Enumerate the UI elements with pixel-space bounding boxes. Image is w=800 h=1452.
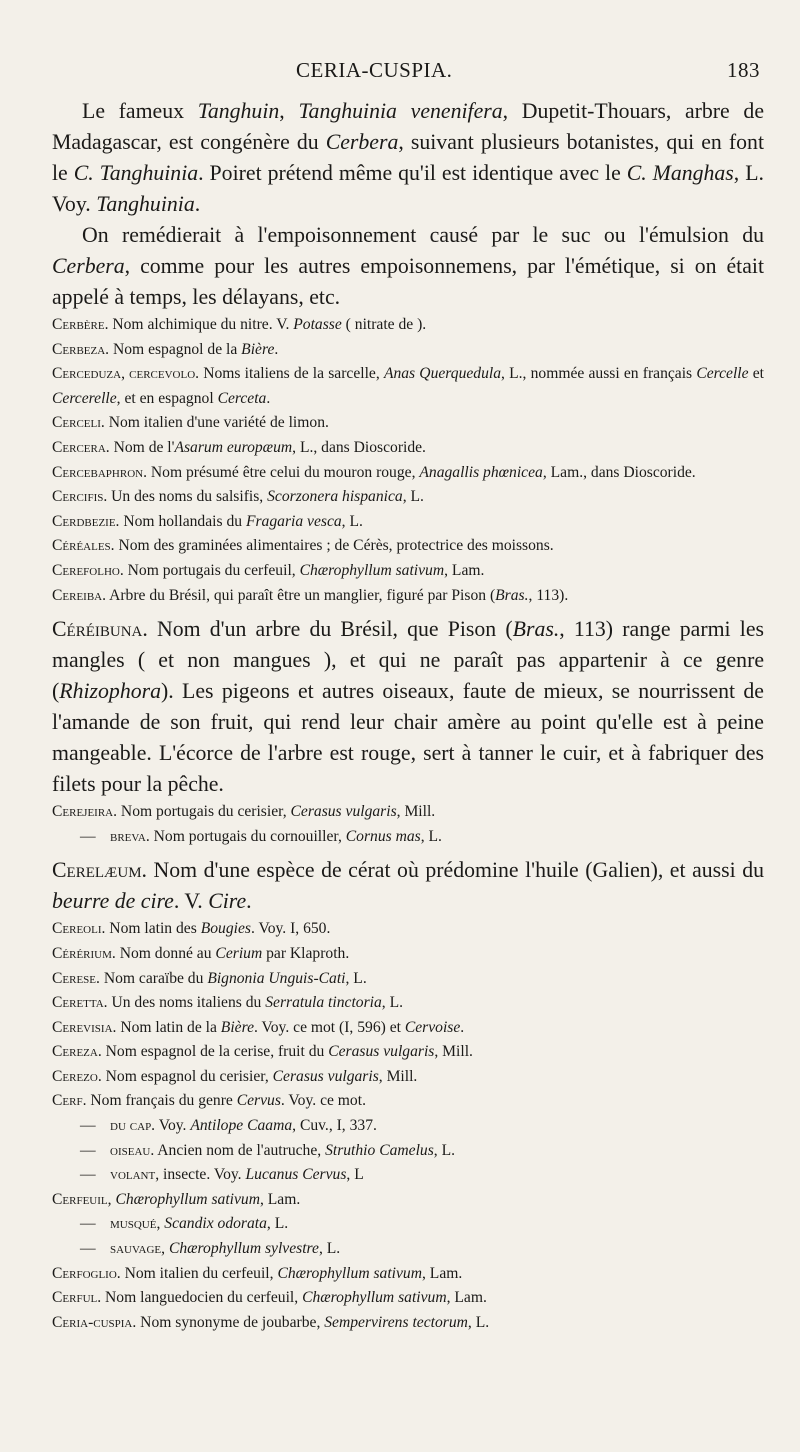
dictionary-entry bbox=[52, 1188, 764, 1213]
entry-headword: Cereoli. bbox=[52, 920, 106, 938]
italic-term: Chærophyllum sativum bbox=[277, 1264, 422, 1282]
text-segment: Un des noms du salsifis, bbox=[107, 488, 268, 506]
dictionary-entry bbox=[52, 1065, 764, 1090]
repeat-dash: — bbox=[80, 1166, 96, 1184]
text-segment: ( nitrate de ). bbox=[341, 316, 427, 333]
entry-headword: Cercera. bbox=[52, 438, 110, 456]
dictionary-entry bbox=[52, 967, 764, 992]
text-segment: Nom des graminées alimentaires ; de Cérès, protectrice des moissons. bbox=[114, 537, 554, 555]
article-paragraph bbox=[52, 96, 764, 220]
text-segment: , Mill. bbox=[396, 803, 436, 821]
article-paragraph bbox=[52, 614, 764, 800]
italic-term: Tanghuin bbox=[197, 99, 280, 123]
italic-term: Chærophyllum sativum bbox=[302, 1289, 447, 1307]
text-segment: Nom latin des bbox=[105, 920, 201, 938]
italic-term: Cervus bbox=[236, 1092, 281, 1110]
text-segment: Nom synonyme de joubarbe, bbox=[136, 1313, 325, 1331]
text-segment: , L. bbox=[318, 1240, 341, 1258]
italic-term: Asarum europæum bbox=[174, 438, 293, 456]
italic-term: Cercerelle bbox=[52, 389, 117, 407]
dictionary-entry bbox=[52, 1311, 764, 1336]
entry-headword: Cerbeza. bbox=[52, 340, 110, 358]
entry-headword: breva. bbox=[110, 827, 150, 845]
entry-headword: Cercebaphron. bbox=[52, 463, 147, 481]
entry-headword: oiseau. bbox=[110, 1141, 155, 1159]
text-segment: Nom donné au bbox=[115, 944, 216, 962]
italic-term: Cerium bbox=[215, 944, 263, 962]
text-segment: , Lam. bbox=[259, 1190, 301, 1208]
italic-term: Potasse bbox=[293, 316, 342, 333]
italic-term: Scorzonera hispanica bbox=[267, 488, 403, 506]
text-segment: . bbox=[266, 389, 271, 407]
italic-term: C. Manghas bbox=[626, 161, 734, 185]
text-segment: et bbox=[748, 365, 765, 383]
text-segment: , bbox=[279, 99, 299, 123]
text-segment: Nom espagnol de la bbox=[109, 340, 242, 358]
dictionary-entry bbox=[52, 338, 764, 363]
italic-term: Chærophyllum sylvestre bbox=[168, 1240, 319, 1258]
text-segment: , Dupetit-Thouars, arbre de Madagascar, est congénère du bbox=[52, 99, 764, 154]
text-segment: Un des noms italiens du bbox=[107, 994, 266, 1012]
italic-term: Antilope Caama bbox=[190, 1117, 293, 1135]
entry-headword: Cerese. bbox=[52, 969, 100, 987]
text-segment: , L. bbox=[402, 488, 424, 506]
text-segment: Ancien nom de l'autruche, bbox=[154, 1141, 326, 1159]
text-segment: , L bbox=[346, 1166, 364, 1184]
italic-term: Sempervirens tectorum bbox=[324, 1313, 468, 1331]
dictionary-entry bbox=[52, 584, 764, 609]
text-segment: , L. bbox=[467, 1313, 490, 1331]
entry-headword: Cercifis. bbox=[52, 488, 108, 506]
dictionary-entry bbox=[52, 461, 764, 486]
italic-term: Cerasus vulgaris bbox=[272, 1067, 379, 1085]
running-head: CERIA-CUSPIA. bbox=[296, 58, 453, 82]
dictionary-entry bbox=[52, 1163, 764, 1188]
repeat-dash: — bbox=[80, 1215, 96, 1233]
italic-term: Scandix odorata bbox=[164, 1215, 267, 1233]
entry-headword: Cerful. bbox=[52, 1289, 102, 1307]
italic-term: Cerbera bbox=[325, 130, 399, 154]
dictionary-entry bbox=[52, 1237, 764, 1262]
text-segment: . bbox=[246, 889, 252, 914]
italic-term: Serratula tinctoria bbox=[265, 994, 382, 1012]
text-segment: , Cuv., I, 337. bbox=[292, 1117, 377, 1135]
text-segment: Nom alchimique du nitre. V. bbox=[108, 316, 294, 333]
repeat-dash: — bbox=[80, 1117, 96, 1135]
text-segment: , et en espagnol bbox=[116, 389, 218, 407]
text-segment: , 113) range parmi les mangles ( et non mangues ), et qui ne paraît pas appartenir à ce genre ( bbox=[52, 617, 764, 704]
text-segment: ). Les pigeons et autres oiseaux, faute de mieux, se nourrissent de l'amande de son fruit, qui rend leur chair amère au point qu'elle est à peine mangeable. L'écorce de l'arbre est rouge, sert à tanner le cuir, et à fabriquer des filets pour la pêche. bbox=[52, 679, 764, 797]
dictionary-text bbox=[52, 96, 764, 1335]
text-segment: . Voy. ce mot (I, 596) et bbox=[254, 1018, 405, 1036]
text-segment: , L. bbox=[345, 969, 367, 987]
entry-headword: Cérérium. bbox=[52, 944, 116, 962]
italic-term: Lucanus Cervus bbox=[245, 1166, 347, 1184]
entry-headword: Cereiba. bbox=[52, 586, 107, 604]
entry-headword: Cerfeuil, bbox=[52, 1190, 112, 1208]
italic-term: Struthio Camelus bbox=[325, 1141, 434, 1159]
text-segment: , L. Voy. bbox=[52, 161, 764, 216]
entry-headword: Ceria-cuspia. bbox=[52, 1313, 137, 1331]
dictionary-entry bbox=[52, 485, 764, 510]
article-paragraph bbox=[52, 220, 764, 313]
text-segment: . bbox=[460, 1018, 465, 1036]
repeat-dash: — bbox=[80, 827, 96, 845]
text-segment: , L. bbox=[341, 512, 363, 530]
italic-term: Cerasus vulgaris bbox=[328, 1043, 435, 1061]
dictionary-entry bbox=[52, 1089, 764, 1114]
text-segment: , L., nommée aussi en français bbox=[501, 365, 697, 383]
text-segment: , suivant plusieurs botanistes, qui en font le bbox=[52, 130, 764, 185]
repeat-dash: — bbox=[80, 1141, 96, 1159]
text-segment: , L. bbox=[433, 1141, 456, 1159]
text-segment: Nom italien d'une variété de limon. bbox=[104, 414, 329, 432]
italic-term: Bière bbox=[220, 1018, 254, 1036]
text-segment: Nom hollandais du bbox=[119, 512, 246, 530]
text-segment: Nom d'une espèce de cérat où prédomine l'huile (Galien), et aussi du bbox=[147, 858, 764, 883]
italic-term: Cervoise bbox=[404, 1018, 461, 1036]
dictionary-entry bbox=[52, 1286, 764, 1311]
italic-term: Bras. bbox=[512, 617, 560, 642]
italic-term: Chærophyllum sativum bbox=[115, 1190, 260, 1208]
text-segment: Nom de l' bbox=[109, 438, 175, 456]
dictionary-entry bbox=[52, 559, 764, 584]
italic-term: Chærophyllum sativum bbox=[299, 561, 445, 579]
text-segment: Nom caraïbe du bbox=[99, 969, 208, 987]
dictionary-entry bbox=[52, 800, 764, 825]
text-segment: , Mill. bbox=[434, 1043, 473, 1061]
dictionary-entry bbox=[52, 1212, 764, 1237]
italic-term: Bougies bbox=[200, 920, 251, 938]
text-segment: Nom portugais du cerisier, bbox=[117, 803, 291, 821]
text-segment: , Lam. bbox=[446, 1289, 487, 1307]
text-segment: Nom d'un arbre du Brésil, que Pison ( bbox=[147, 617, 513, 642]
dictionary-entry bbox=[52, 534, 764, 559]
dictionary-entry bbox=[52, 917, 764, 942]
entry-headword: musqué, bbox=[110, 1215, 161, 1233]
dictionary-entry bbox=[52, 1262, 764, 1287]
text-segment: , Lam. bbox=[444, 561, 485, 579]
text-segment: Nom présumé être celui du mouron rouge, bbox=[146, 463, 420, 481]
italic-term: Cerbera bbox=[52, 254, 125, 278]
entry-headword: sauvage, bbox=[110, 1240, 166, 1258]
text-segment: , L. bbox=[266, 1215, 289, 1233]
entry-headword: Céréibuna. bbox=[52, 617, 148, 642]
text-segment: , 113). bbox=[528, 586, 569, 604]
article-paragraph bbox=[52, 855, 764, 917]
italic-term: beurre de cire bbox=[52, 889, 174, 914]
italic-term: Bière bbox=[241, 340, 275, 358]
italic-term: Fragaria vesca bbox=[245, 512, 342, 530]
text-segment: Nom français du genre bbox=[86, 1092, 237, 1110]
dictionary-entry bbox=[52, 362, 764, 411]
page-number: 183 bbox=[727, 58, 760, 82]
dictionary-entry bbox=[52, 313, 764, 338]
italic-term: Cire bbox=[208, 889, 247, 914]
text-segment: Nom portugais du cornouiller, bbox=[149, 827, 346, 845]
italic-term: Anas Querquedula bbox=[383, 365, 502, 383]
italic-term: C. Tanghuinia bbox=[73, 161, 199, 185]
text-segment: . Voy. ce mot. bbox=[280, 1092, 366, 1110]
dictionary-entry bbox=[52, 942, 764, 967]
dictionary-entry bbox=[52, 411, 764, 436]
text-segment: , L., dans Dioscoride. bbox=[292, 438, 426, 456]
entry-headword: Cerf. bbox=[52, 1092, 87, 1110]
dictionary-entry bbox=[52, 1040, 764, 1065]
italic-term: Cornus mas bbox=[345, 827, 421, 845]
entry-headword: Cerfoglio. bbox=[52, 1264, 121, 1282]
dictionary-entry bbox=[52, 1114, 764, 1139]
italic-term: Tanghuinia bbox=[96, 192, 195, 216]
text-segment: Nom latin de la bbox=[116, 1018, 221, 1036]
entry-headword: Cerezo. bbox=[52, 1067, 102, 1085]
dictionary-entry bbox=[52, 1016, 764, 1041]
entry-headword: Cerelæum. bbox=[52, 858, 147, 883]
entry-headword: Cerevisia. bbox=[52, 1018, 117, 1036]
entry-headword: Cerefolho. bbox=[52, 561, 124, 579]
entry-headword: Ceretta. bbox=[52, 994, 108, 1012]
text-segment: Noms italiens de la sarcelle, bbox=[199, 365, 384, 383]
dictionary-entry bbox=[52, 825, 764, 850]
text-segment: , L. bbox=[381, 994, 404, 1012]
text-segment: Nom languedocien du cerfeuil, bbox=[101, 1289, 303, 1307]
repeat-dash: — bbox=[80, 1240, 96, 1258]
italic-term: Rhizophora bbox=[59, 679, 161, 704]
text-segment: , comme pour les autres empoisonnemens, par l'émétique, si on était appelé à temps, les délayans, etc. bbox=[52, 254, 764, 309]
italic-term: Bignonia Unguis-Cati bbox=[207, 969, 346, 987]
entry-headword: Cerdbezie. bbox=[52, 512, 120, 530]
text-segment: Nom portugais du cerfeuil, bbox=[123, 561, 300, 579]
italic-term: Anagallis phœnicea bbox=[419, 463, 543, 481]
text-segment: par Klaproth. bbox=[262, 944, 350, 962]
page-header bbox=[0, 58, 800, 90]
text-segment: , Mill. bbox=[378, 1067, 418, 1085]
text-segment: , Lam. bbox=[422, 1264, 463, 1282]
dictionary-entry bbox=[52, 1139, 764, 1164]
entry-headword: Cereza. bbox=[52, 1043, 102, 1061]
italic-term: Tanghuinia venenifera bbox=[298, 99, 503, 123]
text-segment: . V. bbox=[173, 889, 209, 914]
dictionary-entry bbox=[52, 991, 764, 1016]
italic-term: Cerceta bbox=[217, 389, 267, 407]
text-segment: insecte. Voy. bbox=[159, 1166, 246, 1184]
text-segment: Nom italien du cerfeuil, bbox=[120, 1264, 278, 1282]
italic-term: Cerasus vulgaris bbox=[290, 803, 397, 821]
entry-headword: Cerejeira. bbox=[52, 803, 118, 821]
text-segment: . bbox=[274, 340, 279, 358]
entry-headword: Céréales. bbox=[52, 537, 115, 555]
text-segment: . bbox=[194, 192, 201, 216]
entry-headword: Cerceli. bbox=[52, 414, 105, 432]
text-segment: Nom espagnol de la cerise, fruit du bbox=[101, 1043, 329, 1061]
text-segment: . Poiret prétend même qu'il est identique avec le bbox=[198, 161, 627, 185]
text-segment: Voy. bbox=[155, 1117, 191, 1135]
text-segment: , Lam., dans Dioscoride. bbox=[542, 463, 696, 481]
text-segment: Arbre du Brésil, qui paraît être un manglier, figuré par Pison ( bbox=[106, 586, 496, 604]
dictionary-entry bbox=[52, 510, 764, 535]
text-segment: Le fameux bbox=[82, 99, 198, 123]
italic-term: Bras. bbox=[495, 586, 529, 604]
text-segment: , L. bbox=[420, 827, 442, 845]
entry-headword: Cerceduza, cercevolo. bbox=[52, 365, 200, 383]
text-segment: . Voy. I, 650. bbox=[250, 920, 331, 938]
dictionary-entry bbox=[52, 436, 764, 461]
italic-term: Cercelle bbox=[696, 365, 749, 383]
text-segment: Nom espagnol du cerisier, bbox=[101, 1067, 273, 1085]
entry-headword: Cerbère. bbox=[52, 316, 109, 333]
entry-headword: du cap. bbox=[110, 1117, 156, 1135]
text-segment: On remédierait à l'empoisonnement causé par le suc ou l'émulsion du bbox=[82, 223, 764, 247]
entry-headword: volant, bbox=[110, 1166, 160, 1184]
